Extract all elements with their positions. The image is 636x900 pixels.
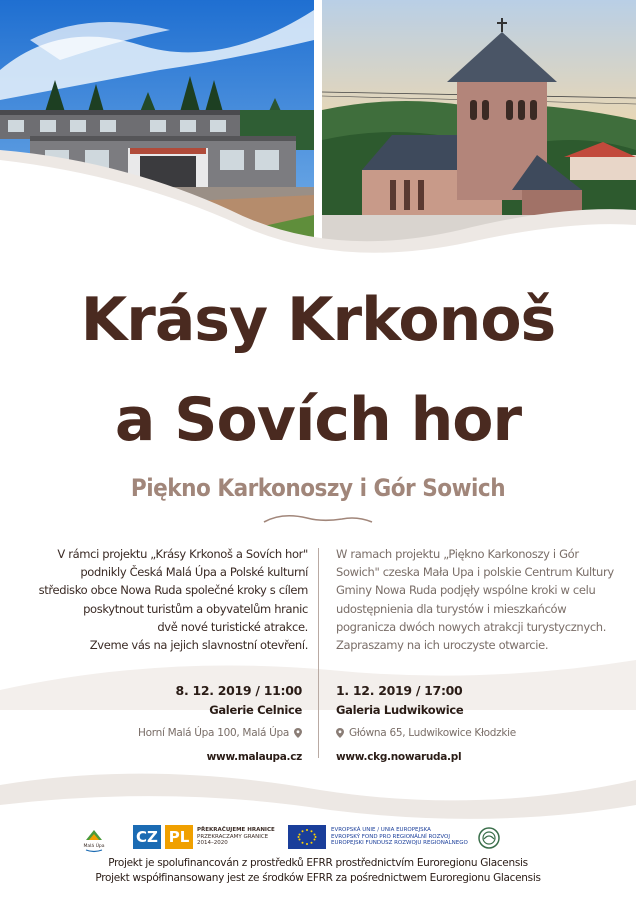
event-right-address-text: Główna 65, Ludwikowice Kłodzkie bbox=[349, 727, 516, 739]
partner-logos bbox=[0, 822, 636, 854]
mala-upa-logo-label: Malá Úpa bbox=[83, 844, 105, 849]
event-right-website-link[interactable]: www.ckg.nowaruda.pl bbox=[336, 751, 462, 763]
event-right-date: 1. 12. 2019 / 17:00 bbox=[336, 683, 463, 698]
title-line-1: Krásy Krkonoš bbox=[80, 285, 556, 355]
map-pin-icon bbox=[294, 728, 302, 738]
event-left-address-text: Horní Malá Úpa 100, Malá Úpa bbox=[138, 727, 289, 739]
eu-line-3: EUROPEJSKI FUNDUSZ ROZWOJU REGIONALNEGO bbox=[331, 840, 468, 847]
czech-line: středisko obce Nowa Ruda společné kroky s cílem bbox=[38, 583, 308, 598]
footer-line-czech: Projekt je spolufinancován z prostředků EFRR prostřednictvím Euroregionu Glacensis bbox=[108, 857, 528, 869]
euroregion-glacensis-logo bbox=[478, 827, 500, 849]
czech-line: dvě nové turistické atrakce. bbox=[157, 619, 308, 634]
map-pin-icon bbox=[336, 728, 344, 738]
pl-box: PL bbox=[165, 825, 193, 849]
czpl-line-3: 2014–2020 bbox=[197, 840, 228, 847]
czech-description bbox=[18, 545, 308, 654]
bottom-wave-decoration bbox=[0, 760, 636, 830]
polish-line: Zapraszamy na ich uroczyste otwarcie. bbox=[336, 638, 549, 653]
polish-line: W ramach projektu „Piękno Karkonoszy i Gór bbox=[336, 547, 579, 561]
event-left-venue: Galerie Celnice bbox=[209, 703, 302, 717]
column-divider bbox=[318, 548, 319, 758]
top-wave-decoration bbox=[0, 150, 636, 280]
czpl-line-1: PŘEKRAČUJEME HRANICE bbox=[197, 827, 275, 834]
czpl-text bbox=[197, 827, 275, 847]
czech-line: podnikly Česká Malá Úpa a Polské kulturní bbox=[80, 565, 308, 580]
czech-line: poskytnout turistům a obyvatelům hranic bbox=[83, 601, 308, 616]
polish-line: Gminy Nowa Ruda podjęły wspólne kroki w celu bbox=[336, 583, 596, 598]
eu-flag-icon bbox=[288, 825, 326, 849]
czech-line: Zveme vás na jejich slavnostní otevření. bbox=[89, 638, 308, 653]
footer-line-polish: Projekt współfinansowany jest ze środków EFRR za pośrednictwem Euroregionu Glacensis bbox=[95, 872, 541, 884]
eu-logo bbox=[288, 824, 478, 850]
mala-upa-logo bbox=[82, 826, 106, 854]
czpl-logo bbox=[133, 824, 283, 850]
polish-line: pogranicza dwóch nowych atrakcji turystycznych. bbox=[336, 619, 607, 634]
event-right-address bbox=[336, 727, 516, 739]
event-left-address bbox=[138, 727, 302, 739]
polish-line: udostępnienia dla turystów i mieszkańców bbox=[336, 601, 567, 616]
polish-description bbox=[336, 545, 626, 654]
event-left-date: 8. 12. 2019 / 11:00 bbox=[175, 683, 302, 698]
swash-decoration bbox=[262, 510, 374, 528]
polish-line: Sowich" czeska Mała Upa i polskie Centrum Kultury bbox=[336, 565, 614, 580]
event-right-venue: Galeria Ludwikowice bbox=[336, 703, 464, 717]
czech-line: V rámci projektu „Krásy Krkonoš a Sovích hor" bbox=[57, 547, 308, 561]
event-left-website-link[interactable]: www.malaupa.cz bbox=[206, 751, 302, 763]
subtitle: Piękno Karkonoszy i Gór Sowich bbox=[130, 474, 506, 502]
title-line-2: a Sovích hor bbox=[114, 385, 522, 455]
czpl-line-2: PRZEKRACZAMY GRANICE bbox=[197, 833, 269, 840]
eu-line-1: EVROPSKÁ UNIE / UNIA EUROPEJSKA bbox=[331, 827, 431, 834]
eu-line-2: EVROPSKÝ FOND PRO REGIONÁLNÍ ROZVOJ bbox=[331, 833, 450, 840]
cz-box: CZ bbox=[133, 825, 161, 849]
eu-text bbox=[331, 827, 468, 847]
